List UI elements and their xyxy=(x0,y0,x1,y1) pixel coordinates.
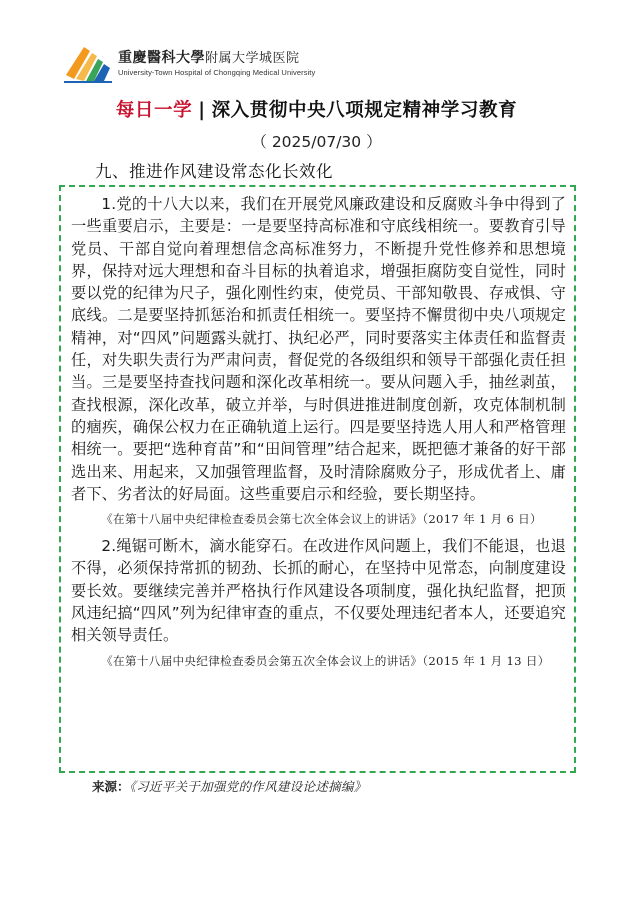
hospital-logo-icon xyxy=(62,41,114,85)
quote-paragraph-1: 1.党的十八大以来，我们在开展党风廉政建设和反腐败斗争中得到了一些重要启示，主要是：一是要坚持高标准和守底线相统一。要教育引导党员、干部自觉向着理想信念高标准努力，不断提升党性修养和思想境界，保持对远大理想和奋斗目标的执着追求，增强拒腐防变自觉性，同时要以党的纪律为尺子，强化刚性约束，使党员、干部知敬畏、存戒惧、守底线。二是要坚持抓惩治和抓责任相统一。要坚持不懈贯彻中央八项规定精神，对“四风”问题露头就打、执纪必严，同时要落实主体责任和监督责任，对失职失责行为严肃问责，督促党的各级组织和领导干部强化责任担当。三是要坚持查找问题和深化改革相统一。要从问题入手，抽丝剥茧，查找根源，深化改革，破立并举，与时俱进推进制度创新，攻克体制机制的痼疾，确保公权力在正确轨道上运行。四是要坚持选人用人和严格管理相统一。要把“选种育苗”和“田间管理”结合起来，既把德才兼备的好干部选出来、用起来，又加强管理监督，及时清除腐败分子，形成优者上、庸者下、劣者汰的好局面。这些重要启示和经验，要长期坚持。 xyxy=(71,195,566,503)
quote-box xyxy=(59,185,576,773)
quote-citation-2: 《在第十八届中央纪律检查委员会第五次全体会议上的讲话》（2015 年 1 月 13 日） xyxy=(101,653,550,668)
quote-paragraph-2: 2.绳锯可断木，滴水能穿石。在改进作风问题上，我们不能退，也退不得，必须保持常抓的韧劲、长抓的耐心，在坚持中见常态，向制度建设要长效。要继续完善并严格执行作风建设各项制度，强化执纪监督，把顶风违纪搞“四风”列为纪律审查的重点，不仅要处理违纪者本人，还要追究相关领导责任。 xyxy=(71,537,566,645)
title-main: 深入贯彻中央八项规定精神学习教育 xyxy=(211,100,518,121)
source-text: 《习近平关于加强党的作风建设论述摘编》 xyxy=(129,779,367,794)
section-heading: 九、推进作风建设常态化长效化 xyxy=(95,162,333,181)
hospital-name-cn xyxy=(118,49,315,68)
title-label: 每日一学 xyxy=(115,100,193,121)
hospital-sub-name: 附属大学城医院 xyxy=(205,50,300,66)
hospital-name-en: University-Town Hospital of Chongqing Medical University xyxy=(118,67,316,77)
page-title xyxy=(0,98,633,124)
title-separator: | xyxy=(198,100,206,121)
university-name: 重慶醫科大學 xyxy=(118,49,205,66)
quote-citation-1: 《在第十八届中央纪律检查委员会第七次全体会议上的讲话》（2017 年 1 月 6 日） xyxy=(101,512,542,527)
source-label: 来源： xyxy=(92,779,130,794)
hospital-header xyxy=(62,38,315,88)
hospital-name-block xyxy=(118,49,315,78)
publish-date: （ 2025/07/30 ） xyxy=(251,133,382,151)
source-line xyxy=(92,776,366,798)
